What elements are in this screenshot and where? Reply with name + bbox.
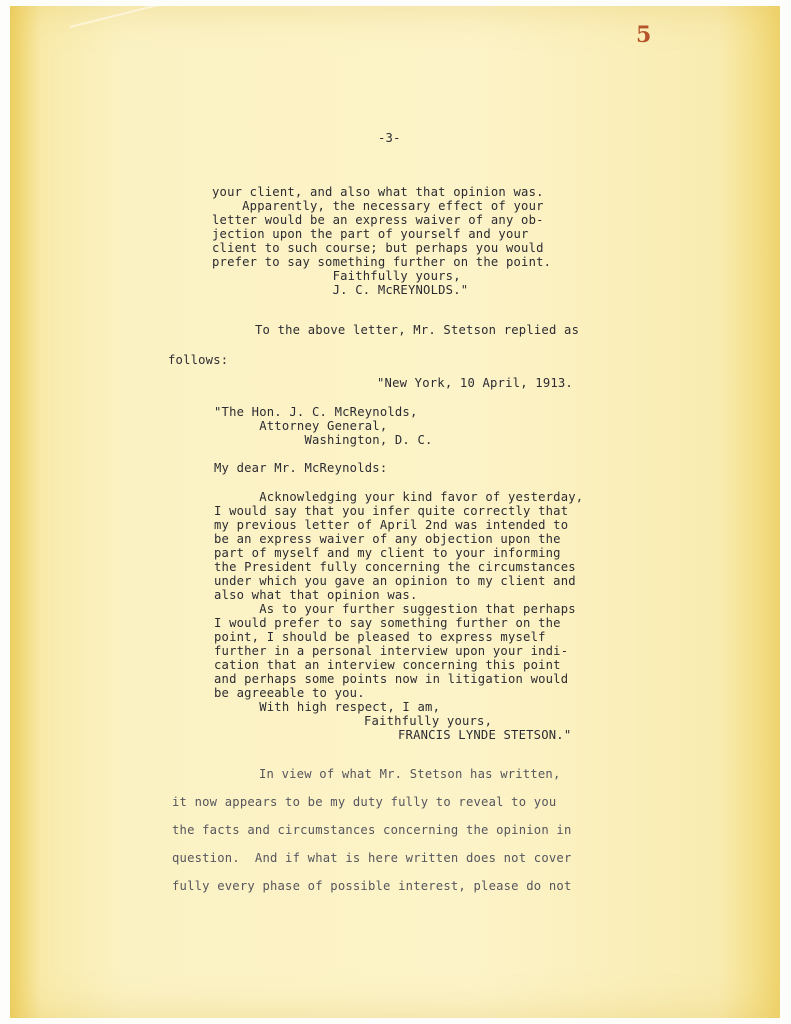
- final-paragraph-line: question. And if what is here written does not cover: [172, 851, 572, 865]
- final-paragraph-line: the facts and circumstances concerning the opinion in: [172, 823, 572, 837]
- letter-body-line: be an express waiver of any objection upon the: [214, 532, 561, 546]
- letter-signature: FRANCIS LYNDE STETSON.": [398, 728, 572, 742]
- prev-letter-line: jection upon the part of yourself and your: [212, 227, 529, 241]
- letter-body-line: I would say that you infer quite correctly that: [214, 504, 569, 518]
- letter-salutation: My dear Mr. McReynolds:: [214, 461, 388, 475]
- letter-body-line: As to your further suggestion that perhaps: [214, 602, 576, 616]
- letter-body-line: point, I should be pleased to express myself: [214, 630, 546, 644]
- intro-line: To the above letter, Mr. Stetson replied as: [255, 323, 580, 337]
- letter-body-line: be agreeable to you.: [214, 686, 365, 700]
- prev-letter-signature: J. C. McREYNOLDS.": [212, 283, 469, 297]
- prev-letter-line: prefer to say something further on the point.: [212, 255, 552, 269]
- letter-address-line: Washington, D. C.: [214, 433, 433, 447]
- prev-letter-line: your client, and also what that opinion was.: [212, 185, 544, 199]
- final-paragraph-line: In view of what Mr. Stetson has written,: [259, 767, 561, 781]
- letter-address-line: Attorney General,: [214, 419, 388, 433]
- letter-body-line: also what that opinion was.: [214, 588, 418, 602]
- prev-letter-closing: Faithfully yours,: [212, 269, 461, 283]
- letter-body-line: Acknowledging your kind favor of yesterday,: [214, 490, 584, 504]
- letter-body-line: the President fully concerning the circumstances: [214, 560, 576, 574]
- letter-address-line: "The Hon. J. C. McReynolds,: [214, 405, 418, 419]
- intro-line: follows:: [168, 353, 229, 367]
- letter-body-line: cation that an interview concerning this point: [214, 658, 561, 672]
- letter-body-line: and perhaps some points now in litigation would: [214, 672, 569, 686]
- letter-body-line: under which you gave an opinion to my client and: [214, 574, 576, 588]
- letter-body-line: With high respect, I am,: [214, 700, 441, 714]
- final-paragraph-line: fully every phase of possible interest, please do not: [172, 879, 572, 893]
- letter-body-line: my previous letter of April 2nd was intended to: [214, 518, 569, 532]
- prev-letter-line: client to such course; but perhaps you would: [212, 241, 544, 255]
- final-paragraph-line: it now appears to be my duty fully to reveal to you: [172, 795, 557, 809]
- page-marker: -3-: [378, 131, 401, 145]
- prev-letter-line: Apparently, the necessary effect of your: [212, 199, 544, 213]
- prev-letter-line: letter would be an express waiver of any ob-: [212, 213, 544, 227]
- page-number: 5: [636, 22, 652, 48]
- paper-crease: [70, 0, 488, 28]
- letter-body-line: part of myself and my client to your informing: [214, 546, 561, 560]
- letter-closing: Faithfully yours,: [364, 714, 493, 728]
- letter-dateline: "New York, 10 April, 1913.: [377, 376, 573, 390]
- letter-body-line: I would prefer to say something further on the: [214, 616, 561, 630]
- letter-body-line: further in a personal interview upon your indi-: [214, 644, 569, 658]
